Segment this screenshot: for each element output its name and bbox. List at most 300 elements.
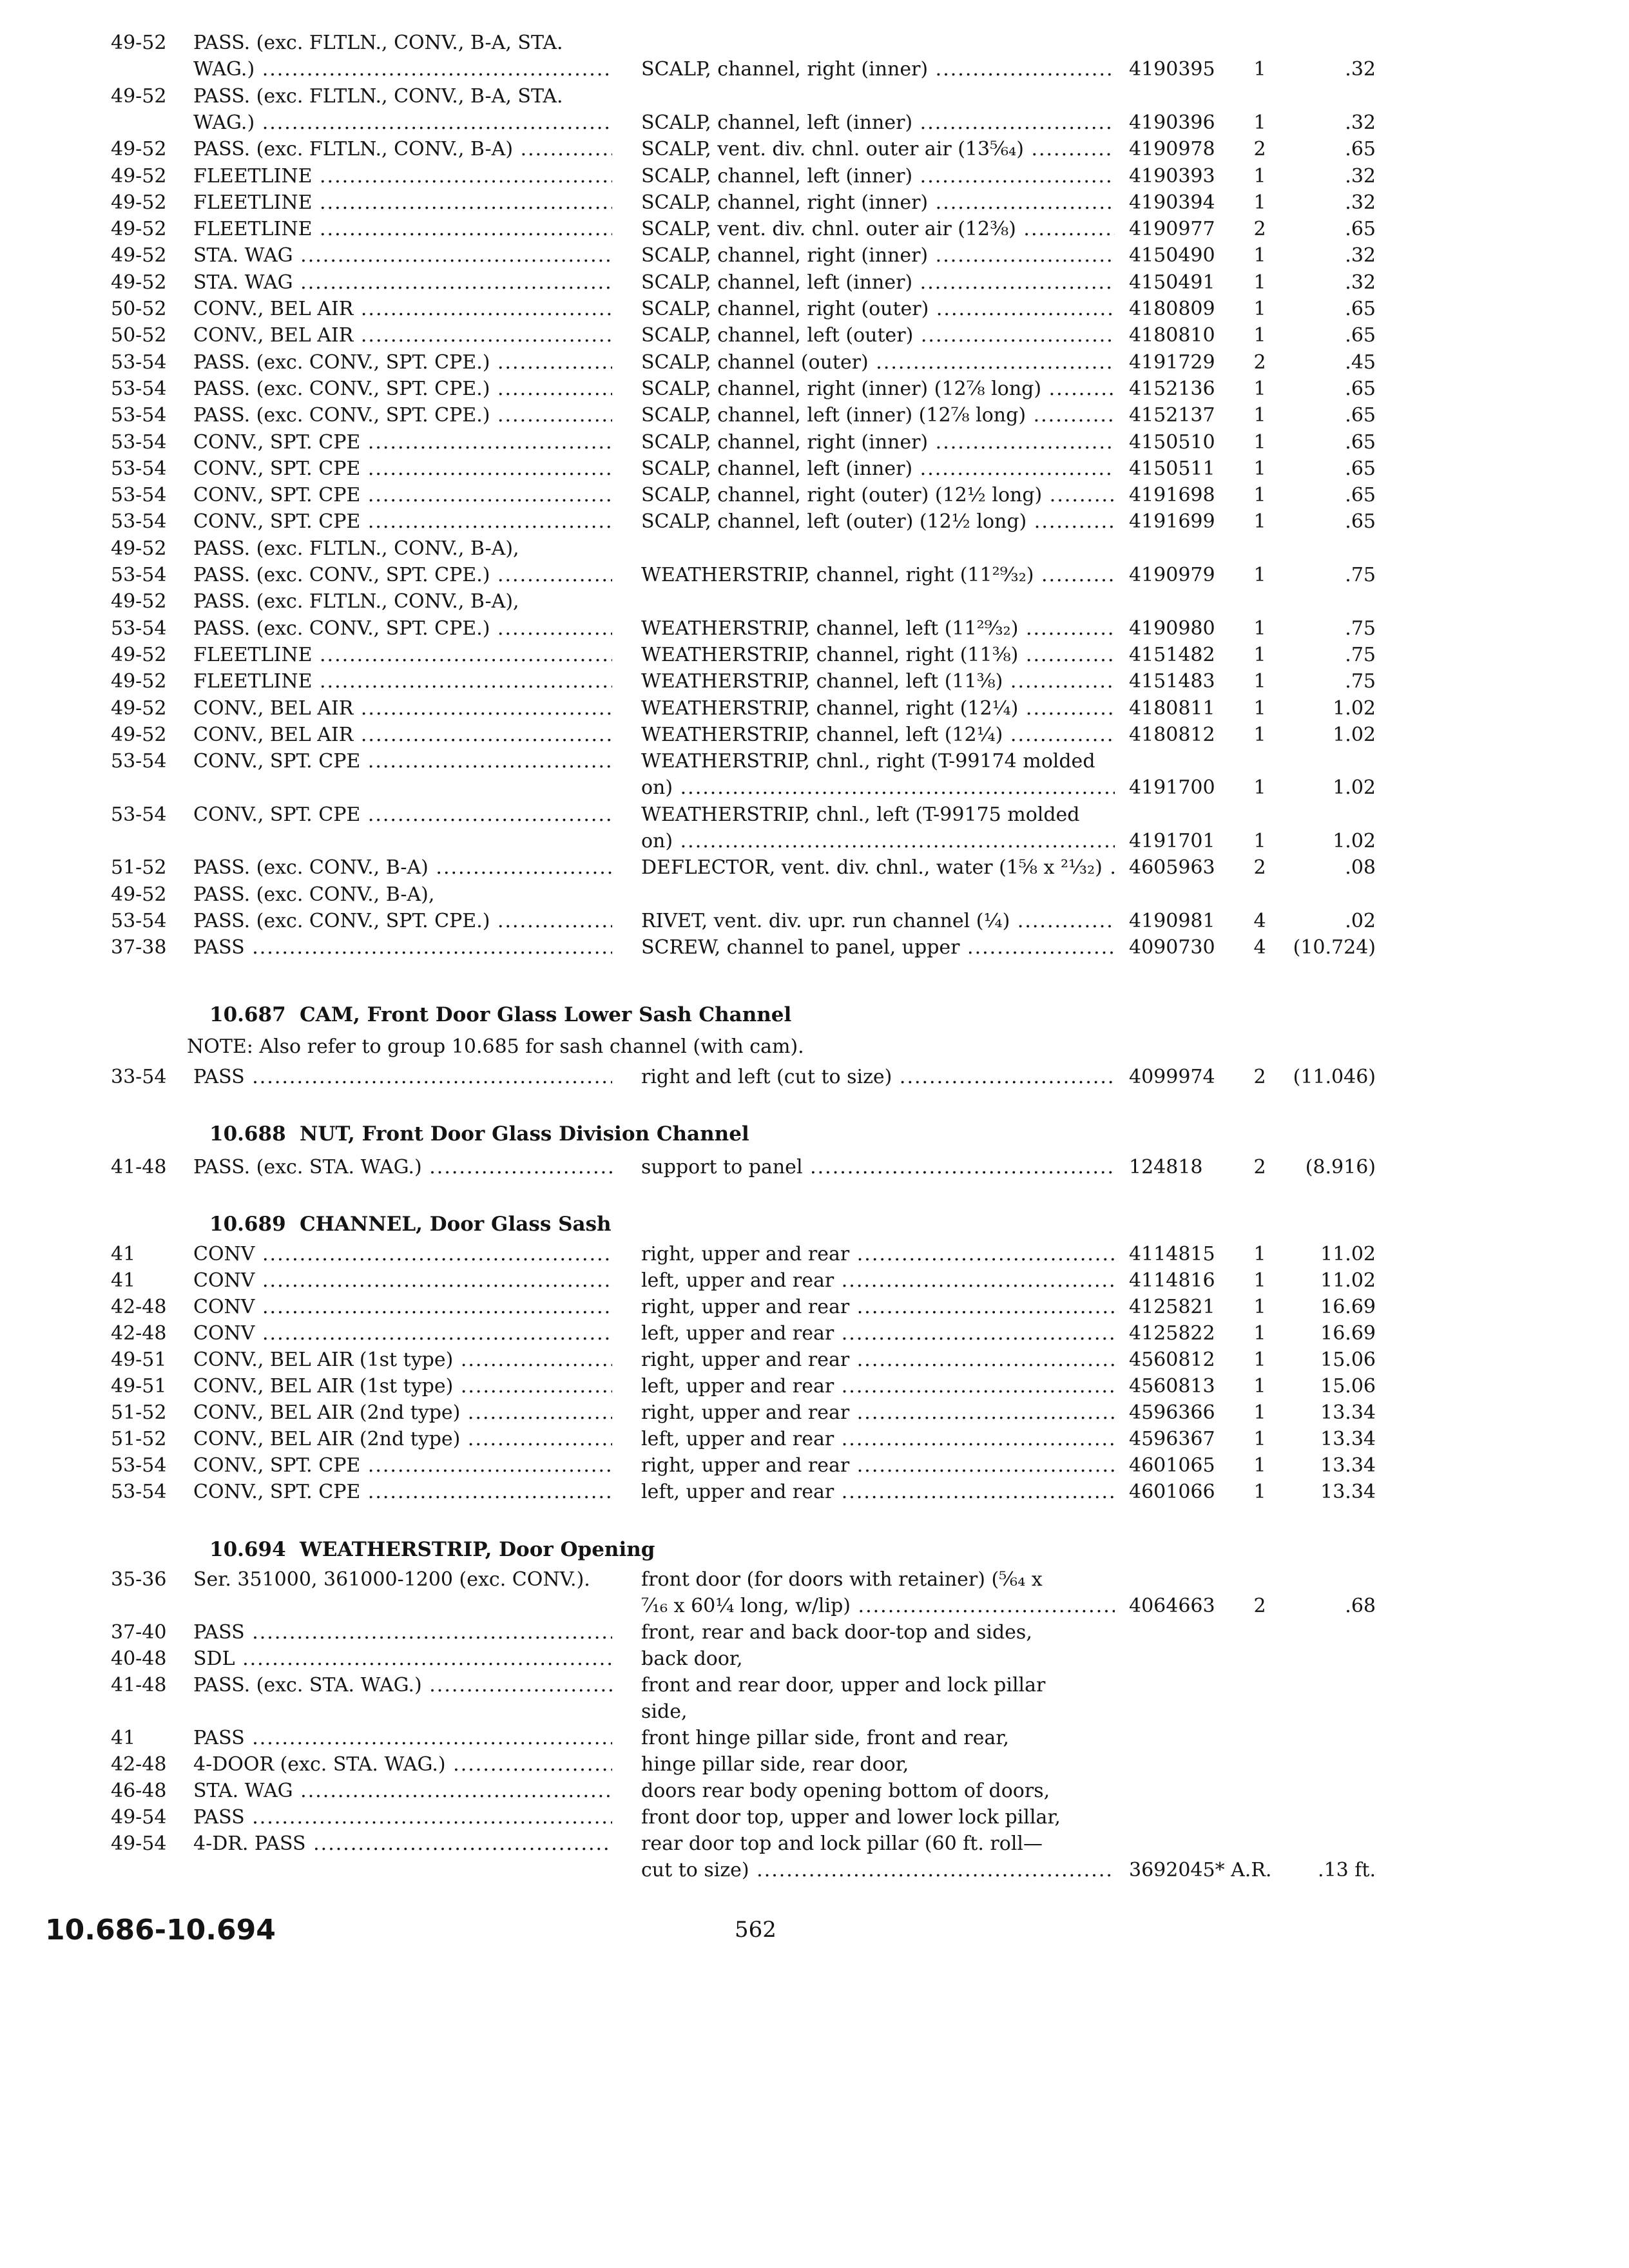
section-heading-10-688	[0, 1118, 1629, 1150]
quantity: 4	[1253, 936, 1266, 959]
model-years: 49-52	[111, 191, 167, 214]
application: CONV., BEL AIR .....	[193, 721, 612, 749]
part-row	[0, 82, 1629, 111]
model-years: 42-48	[111, 1322, 167, 1345]
application: CONV., SPT. CPE .....	[193, 428, 612, 457]
section-title: CAM, Front Door Glass Lower Sash Channel	[300, 1003, 792, 1026]
application: PASS .....	[193, 1619, 612, 1647]
application: FLEETLINE .....	[193, 189, 612, 217]
part-row	[0, 1671, 1629, 1700]
quantity: 1	[1253, 404, 1266, 427]
part-row	[0, 881, 1629, 909]
part-number: 4190981	[1129, 909, 1215, 932]
part-row	[0, 907, 1629, 936]
model-years: 53-54	[111, 750, 167, 773]
application: PASS. (exc. STA. WAG.) .....	[193, 1153, 612, 1182]
model-years: 37-40	[111, 1621, 167, 1644]
model-years: 53-54	[111, 484, 167, 507]
model-years: 53-54	[111, 1481, 167, 1503]
application: FLEETLINE .....	[193, 668, 612, 696]
part-number: 4190396	[1129, 111, 1215, 134]
part-number: 4090730	[1129, 936, 1215, 959]
part-number: 4152137	[1129, 404, 1215, 427]
model-years: 49-51	[111, 1375, 167, 1398]
part-number: 4114816	[1129, 1269, 1215, 1292]
description: right, upper and rear .....	[641, 1452, 1115, 1480]
quantity: 1	[1253, 271, 1266, 294]
quantity: 1	[1253, 164, 1266, 187]
application: CONV., SPT. CPE .....	[193, 1478, 612, 1506]
application: PASS. (exc. FLTLN., CONV., B-A),	[193, 590, 519, 613]
price: 13.34	[1320, 1428, 1376, 1450]
price: .13 ft.	[1318, 1859, 1376, 1881]
part-row	[0, 55, 1629, 84]
model-years: 51-52	[111, 1401, 167, 1424]
application: PASS. (exc. CONV., SPT. CPE.) .....	[193, 401, 612, 430]
model-years: 49-54	[111, 1832, 167, 1855]
description: SCALP, channel, left (inner) .....	[641, 162, 1115, 191]
price: 13.34	[1320, 1454, 1376, 1477]
part-row	[0, 615, 1629, 643]
description: front hinge pillar side, front and rear,	[641, 1727, 1009, 1749]
price: 16.69	[1320, 1322, 1376, 1345]
application: FLEETLINE .....	[193, 215, 612, 244]
part-row	[0, 774, 1629, 802]
quantity: 1	[1253, 723, 1266, 746]
quantity: 1	[1253, 298, 1266, 320]
description: SCALP, channel, right (inner) (12⅞ long) .....	[641, 375, 1115, 403]
footer-group-code: 10.686-10.694	[45, 1914, 276, 1946]
part-row	[0, 1425, 1629, 1454]
quantity: 1	[1253, 430, 1266, 454]
description: left, upper and rear .....	[641, 1372, 1115, 1401]
model-years: 49-52	[111, 697, 167, 720]
quantity: 1	[1253, 643, 1266, 666]
part-row	[0, 827, 1629, 856]
application: CONV., SPT. CPE .....	[193, 455, 612, 483]
part-row	[0, 1856, 1629, 1885]
part-number: 4190393	[1129, 164, 1215, 187]
application: CONV., BEL AIR .....	[193, 695, 612, 723]
application: CONV., BEL AIR (1st type) .....	[193, 1346, 612, 1374]
section-number: 10.694	[209, 1538, 286, 1561]
quantity: 1	[1253, 1296, 1266, 1318]
part-row	[0, 1240, 1629, 1269]
price: .65	[1345, 457, 1376, 480]
part-row	[0, 801, 1629, 829]
section-number: 10.689	[209, 1213, 286, 1236]
price: .32	[1345, 271, 1376, 294]
model-years: 49-52	[111, 723, 167, 746]
quantity: 1	[1253, 1454, 1266, 1477]
part-number: 4190395	[1129, 58, 1215, 81]
part-number: 4190979	[1129, 564, 1215, 586]
application: PASS .....	[193, 934, 612, 962]
price: 1.02	[1333, 697, 1376, 720]
application: PASS. (exc. CONV., SPT. CPE.) .....	[193, 561, 612, 590]
description: SCALP, channel, right (inner) .....	[641, 189, 1115, 217]
quantity: 2	[1253, 1066, 1266, 1088]
part-row	[0, 428, 1629, 457]
quantity: 1	[1253, 1269, 1266, 1292]
quantity: 1	[1253, 1401, 1266, 1424]
application: CONV .....	[193, 1320, 612, 1348]
price: .65	[1345, 510, 1376, 533]
description: left, upper and rear .....	[641, 1478, 1115, 1506]
part-number: 4125822	[1129, 1322, 1215, 1345]
part-row	[0, 1153, 1629, 1182]
quantity: 2	[1253, 1595, 1266, 1617]
application: WAG.) .....	[193, 55, 612, 84]
application: FLEETLINE .....	[193, 641, 612, 669]
price: .65	[1345, 404, 1376, 427]
part-row	[0, 1803, 1629, 1832]
model-years: 41-48	[111, 1156, 167, 1178]
description: right and left (cut to size) .....	[641, 1063, 1115, 1091]
description: left, upper and rear .....	[641, 1320, 1115, 1348]
part-row	[0, 854, 1629, 882]
price: .32	[1345, 164, 1376, 187]
model-years: 40-48	[111, 1648, 167, 1670]
part-number: 4180812	[1129, 723, 1215, 746]
part-row	[0, 1267, 1629, 1295]
part-number: 4190980	[1129, 617, 1215, 640]
description: support to panel .....	[641, 1153, 1115, 1182]
description: on) .....	[641, 827, 1115, 856]
part-number: 4190394	[1129, 191, 1215, 214]
quantity: 1	[1253, 510, 1266, 533]
part-row	[0, 1320, 1629, 1348]
description: SCALP, channel, left (inner) .....	[641, 455, 1115, 483]
part-row	[0, 109, 1629, 137]
section-title: CHANNEL, Door Glass Sash	[300, 1213, 612, 1236]
part-row	[0, 375, 1629, 403]
model-years: 49-52	[111, 138, 167, 161]
model-years: 49-52	[111, 218, 167, 241]
part-number: 4099974	[1129, 1066, 1215, 1088]
quantity: 4	[1253, 909, 1266, 932]
model-years: 49-52	[111, 84, 167, 108]
part-row	[0, 1592, 1629, 1620]
application: STA. WAG .....	[193, 1777, 612, 1805]
part-row	[0, 1566, 1629, 1594]
model-years: 49-52	[111, 537, 167, 560]
description: front door (for doors with retainer) (⁵⁄₆₄ x	[641, 1568, 1043, 1591]
application: PASS. (exc. CONV., B-A) .....	[193, 854, 612, 882]
section-heading-10-694	[0, 1533, 1629, 1566]
part-row	[0, 1063, 1629, 1091]
price: 11.02	[1320, 1243, 1376, 1265]
price: 15.06	[1320, 1349, 1376, 1371]
price: .65	[1345, 377, 1376, 400]
price: .75	[1345, 564, 1376, 586]
description: right, upper and rear .....	[641, 1293, 1115, 1321]
model-years: 53-54	[111, 803, 167, 826]
description: left, upper and rear .....	[641, 1267, 1115, 1295]
part-number: 4601065	[1129, 1454, 1215, 1477]
description: WEATHERSTRIP, channel, left (11²⁹⁄₃₂) .....	[641, 615, 1115, 643]
price: .75	[1345, 670, 1376, 693]
part-row	[0, 189, 1629, 217]
part-row	[0, 242, 1629, 270]
model-years: 46-48	[111, 1780, 167, 1802]
quantity: 1	[1253, 377, 1266, 400]
part-number: 4601066	[1129, 1481, 1215, 1503]
description: SCALP, channel, right (inner) .....	[641, 55, 1115, 84]
part-number: 3692045* A.R.	[1129, 1859, 1272, 1881]
description: SCREW, channel to panel, upper .....	[641, 934, 1115, 962]
part-number: 4114815	[1129, 1243, 1215, 1265]
application: Ser. 351000, 361000-1200 (exc. CONV.).	[193, 1568, 590, 1591]
part-number: 4191729	[1129, 351, 1215, 374]
quantity: 1	[1253, 191, 1266, 214]
quantity: 1	[1253, 617, 1266, 640]
price: .45	[1345, 351, 1376, 374]
price: .65	[1345, 430, 1376, 454]
model-years: 49-52	[111, 164, 167, 187]
description: front door top, upper and lower lock pillar,	[641, 1806, 1061, 1829]
description: SCALP, channel, right (outer) .....	[641, 295, 1115, 323]
part-number: 4064663	[1129, 1595, 1215, 1617]
quantity: 1	[1253, 58, 1266, 81]
part-row	[0, 481, 1629, 510]
part-number: 4180810	[1129, 324, 1215, 347]
price: .32	[1345, 111, 1376, 134]
description: SCALP, channel, right (outer) (12½ long) .....	[641, 481, 1115, 510]
description: SCALP, vent. div. chnl. outer air (12⅜) .....	[641, 215, 1115, 244]
model-years: 51-52	[111, 1428, 167, 1450]
quantity: 1	[1253, 1349, 1266, 1371]
part-row	[0, 934, 1629, 962]
part-number: 4150510	[1129, 430, 1215, 454]
quantity: 1	[1253, 1322, 1266, 1345]
application: PASS .....	[193, 1063, 612, 1091]
page-number: 562	[735, 1917, 776, 1943]
application: CONV., BEL AIR (1st type) .....	[193, 1372, 612, 1401]
description: WEATHERSTRIP, chnl., left (T-99175 molded	[641, 803, 1080, 826]
price: .02	[1345, 909, 1376, 932]
part-row	[0, 535, 1629, 563]
description: SCALP, vent. div. chnl. outer air (13⁵⁄₆₄) .....	[641, 135, 1115, 164]
application: CONV., BEL AIR .....	[193, 295, 612, 323]
model-years: 53-54	[111, 909, 167, 932]
description: SCALP, channel, left (inner) .....	[641, 109, 1115, 137]
price: 15.06	[1320, 1375, 1376, 1398]
part-row	[0, 1619, 1629, 1647]
model-years: 49-52	[111, 590, 167, 613]
application: PASS. (exc. FLTLN., CONV., B-A) .....	[193, 135, 612, 164]
description: SCALP, channel, left (inner) .....	[641, 269, 1115, 297]
part-row	[0, 1777, 1629, 1805]
application: STA. WAG .....	[193, 269, 612, 297]
application: CONV., SPT. CPE .....	[193, 508, 612, 536]
price: 1.02	[1333, 776, 1376, 800]
price: 13.34	[1320, 1481, 1376, 1503]
application: CONV., SPT. CPE .....	[193, 801, 612, 829]
price: .32	[1345, 58, 1376, 81]
part-row	[0, 1830, 1629, 1858]
model-years: 41	[111, 1727, 136, 1749]
part-row	[0, 269, 1629, 297]
price: .75	[1345, 643, 1376, 666]
description: SCALP, channel, left (inner) (12⅞ long) .....	[641, 401, 1115, 430]
description: back door,	[641, 1648, 743, 1670]
part-row	[0, 1452, 1629, 1480]
part-number: 4151482	[1129, 643, 1215, 666]
model-years: 41	[111, 1269, 136, 1292]
part-row	[0, 1751, 1629, 1779]
application: PASS. (exc. CONV., SPT. CPE.) .....	[193, 615, 612, 643]
part-number: 4180811	[1129, 697, 1215, 720]
part-number: 4151483	[1129, 670, 1215, 693]
description: front and rear door, upper and lock pillar	[641, 1674, 1046, 1696]
application: PASS. (exc. CONV., SPT. CPE.) .....	[193, 907, 612, 936]
application: PASS. (exc. CONV., SPT. CPE.) .....	[193, 375, 612, 403]
description: WEATHERSTRIP, channel, left (11⅜) .....	[641, 668, 1115, 696]
section-heading-10-689	[0, 1208, 1629, 1240]
quantity: 2	[1253, 856, 1266, 879]
part-row	[0, 588, 1629, 616]
model-years: 53-54	[111, 1454, 167, 1477]
part-number: 4190977	[1129, 218, 1215, 241]
application: FLEETLINE .....	[193, 162, 612, 191]
price: .65	[1345, 138, 1376, 161]
price: 1.02	[1333, 830, 1376, 852]
description: hinge pillar side, rear door,	[641, 1753, 909, 1776]
part-row	[0, 1724, 1629, 1753]
model-years: 53-54	[111, 430, 167, 454]
model-years: 35-36	[111, 1568, 167, 1591]
description: WEATHERSTRIP, channel, right (11²⁹⁄₃₂) .....	[641, 561, 1115, 590]
description: right, upper and rear .....	[641, 1346, 1115, 1374]
description: doors rear body opening bottom of doors,	[641, 1780, 1050, 1802]
price: .65	[1345, 484, 1376, 507]
part-row	[0, 747, 1629, 776]
part-row	[0, 1293, 1629, 1321]
model-years: 53-54	[111, 510, 167, 533]
application: CONV., SPT. CPE .....	[193, 747, 612, 776]
part-number: 4191699	[1129, 510, 1215, 533]
model-years: 49-54	[111, 1806, 167, 1829]
description: WEATHERSTRIP, channel, right (12¼) .....	[641, 695, 1115, 723]
price: .65	[1345, 324, 1376, 347]
price: .32	[1345, 191, 1376, 214]
model-years: 49-52	[111, 244, 167, 267]
price: (10.724)	[1293, 936, 1376, 959]
part-row	[0, 561, 1629, 590]
description: left, upper and rear .....	[641, 1425, 1115, 1454]
application: PASS. (exc. FLTLN., CONV., B-A, STA.	[193, 84, 563, 108]
quantity: 1	[1253, 670, 1266, 693]
part-row	[0, 401, 1629, 430]
model-years: 42-48	[111, 1753, 167, 1776]
part-number: 4150511	[1129, 457, 1215, 480]
application: CONV., BEL AIR .....	[193, 322, 612, 350]
price: .68	[1345, 1595, 1376, 1617]
description: rear door top and lock pillar (60 ft. roll—	[641, 1832, 1043, 1855]
quantity: 1	[1253, 776, 1266, 800]
part-number: 4560812	[1129, 1349, 1215, 1371]
model-years: 50-52	[111, 324, 167, 347]
application: PASS .....	[193, 1724, 612, 1753]
part-number: 4191700	[1129, 776, 1215, 800]
application: 4-DR. PASS .....	[193, 1830, 612, 1858]
description: SCALP, channel, left (outer) .....	[641, 322, 1115, 350]
application: CONV .....	[193, 1267, 612, 1295]
part-number: 4150490	[1129, 244, 1215, 267]
part-row	[0, 668, 1629, 696]
model-years: 37-38	[111, 936, 167, 959]
part-row	[0, 1372, 1629, 1401]
part-row	[0, 641, 1629, 669]
description: cut to size) .....	[641, 1856, 1115, 1885]
description: WEATHERSTRIP, channel, left (12¼) .....	[641, 721, 1115, 749]
part-number: 4125821	[1129, 1296, 1215, 1318]
quantity: 1	[1253, 484, 1266, 507]
model-years: 49-52	[111, 883, 167, 906]
model-years: 33-54	[111, 1066, 167, 1088]
quantity: 2	[1253, 138, 1266, 161]
application: SDL .....	[193, 1645, 612, 1673]
part-row	[0, 295, 1629, 323]
application: CONV .....	[193, 1240, 612, 1269]
part-number: 4596367	[1129, 1428, 1215, 1450]
part-number: 4191698	[1129, 484, 1215, 507]
model-years: 53-54	[111, 457, 167, 480]
part-row	[0, 1698, 1629, 1726]
application: 4-DOOR (exc. STA. WAG.) .....	[193, 1751, 612, 1779]
section-title: NUT, Front Door Glass Division Channel	[300, 1122, 749, 1146]
part-row	[0, 322, 1629, 350]
application: CONV .....	[193, 1293, 612, 1321]
quantity: 1	[1253, 564, 1266, 586]
model-years: 53-54	[111, 404, 167, 427]
quantity: 1	[1253, 457, 1266, 480]
description: on) .....	[641, 774, 1115, 802]
part-number: 124818	[1129, 1156, 1203, 1178]
part-row	[0, 455, 1629, 483]
part-row	[0, 135, 1629, 164]
model-years: 41-48	[111, 1674, 167, 1696]
quantity: 1	[1253, 1428, 1266, 1450]
model-years: 49-52	[111, 271, 167, 294]
model-years: 41	[111, 1243, 136, 1265]
model-years: 53-54	[111, 617, 167, 640]
description: SCALP, channel, right (inner) .....	[641, 242, 1115, 270]
description: WEATHERSTRIP, chnl., right (T-99174 molded	[641, 750, 1095, 773]
model-years: 42-48	[111, 1296, 167, 1318]
price: (11.046)	[1293, 1066, 1376, 1088]
description: ⁷⁄₁₆ x 60¼ long, w/lip) .....	[641, 1592, 1115, 1620]
part-number: 4560813	[1129, 1375, 1215, 1398]
model-years: 53-54	[111, 564, 167, 586]
application: WAG.) .....	[193, 109, 612, 137]
quantity: 1	[1253, 697, 1266, 720]
part-row	[0, 1346, 1629, 1374]
section-title: WEATHERSTRIP, Door Opening	[300, 1538, 655, 1561]
price: (8.916)	[1305, 1156, 1376, 1178]
application: PASS .....	[193, 1803, 612, 1832]
quantity: 1	[1253, 244, 1266, 267]
description: right, upper and rear .....	[641, 1240, 1115, 1269]
quantity: 2	[1253, 218, 1266, 241]
application: PASS. (exc. FLTLN., CONV., B-A, STA.	[193, 32, 563, 54]
part-row	[0, 215, 1629, 244]
part-number: 4152136	[1129, 377, 1215, 400]
price: .75	[1345, 617, 1376, 640]
section-heading-10-687	[0, 999, 1629, 1031]
part-number: 4180809	[1129, 298, 1215, 320]
